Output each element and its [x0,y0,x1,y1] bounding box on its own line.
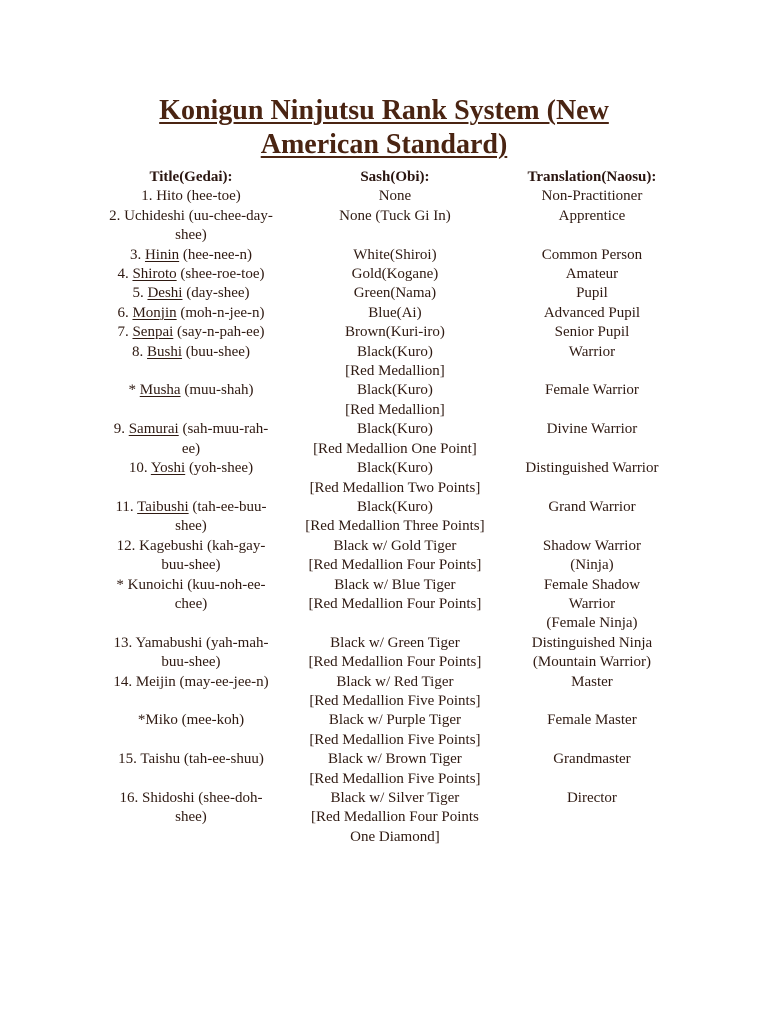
rank-title-line [94,187,288,206]
rank-title-cell [88,304,294,323]
rank-title-line [94,304,288,323]
translation-cell [496,323,688,342]
rank-title-cell [88,381,294,400]
translation-cell [496,265,688,284]
rank-title-line [94,673,288,692]
table-row [88,284,688,303]
sash-line: Black w/ Green Tiger [330,634,460,651]
table-row [88,246,688,265]
rank-title-text: 4. [117,266,133,283]
sash-cell [294,265,496,284]
sash-cell [294,537,496,576]
rank-title-text: *Miko (mee-koh) [137,712,245,729]
rank-title-line [94,537,288,556]
table-body [88,187,688,847]
sash-cell [294,207,496,226]
document-title [60,94,708,162]
translation-cell [496,789,688,808]
translation-cell [496,187,688,206]
rank-pronunciation: (sah-muu-rah- [178,421,269,438]
rank-title-text: buu-shee) [161,557,221,574]
rank-title-cell [88,420,294,459]
translation-line: Common Person [541,246,643,263]
title-line-2: American Standard) [260,129,508,160]
sash-cell [294,187,496,206]
sash-line: Black w/ Brown Tiger [328,751,462,768]
translation-cell [496,576,688,634]
sash-cell [294,304,496,323]
translation-cell [496,673,688,692]
rank-name-link[interactable]: Yoshi [150,460,186,477]
rank-title-text: shee) [175,227,207,244]
translation-line: Female Warrior [544,382,639,399]
translation-cell [496,711,688,730]
translation-line: (Ninja) [570,557,614,574]
rank-title-cell [88,246,294,265]
rank-title-line [94,440,288,459]
sash-line: One Diamond] [350,828,440,845]
rank-title-line [94,246,288,265]
sash-cell [294,673,496,712]
sash-line: Black w/ Silver Tiger [330,790,460,806]
sash-line: [Red Medallion Five Points] [309,770,481,787]
rank-title-line [94,265,288,284]
sash-line: [Red Medallion Five Points] [309,731,481,748]
rank-title-text: 12. Kagebushi (kah-gay- [116,537,266,554]
rank-title-line [94,576,288,595]
translation-line: (Female Ninja) [546,615,638,632]
rank-title-cell [88,576,294,615]
translation-cell [496,343,688,362]
rank-title-line [94,653,288,672]
translation-line: Senior Pupil [554,324,630,341]
rank-title-line [94,634,288,653]
rank-title-line [94,459,288,478]
rank-title-line [94,284,288,303]
rank-table [88,168,688,847]
table-row [88,673,688,712]
table-row [88,207,688,246]
table-row [88,634,688,673]
rank-title-text: 9. [113,421,129,438]
rank-title-text: 14. Meijin (may-ee-jee-n) [113,673,269,690]
rank-title-cell [88,750,294,769]
rank-name-link[interactable]: Samurai [128,421,179,438]
table-row [88,265,688,284]
header-translation: Translation(Naosu): [527,169,657,185]
translation-cell [496,284,688,303]
rank-title-text: chee) [174,595,208,612]
rank-title-text: 11. [115,498,138,515]
rank-pronunciation: (say-n-pah-ee) [173,324,265,341]
sash-cell [294,420,496,459]
sash-cell [294,789,496,847]
rank-title-line [94,556,288,575]
translation-line: Warrior [568,343,616,360]
translation-line: Pupil [576,285,608,302]
rank-pronunciation: (moh-n-jee-n) [176,304,265,321]
sash-line: Black(Kuro) [357,343,433,360]
rank-pronunciation: (buu-shee) [182,343,250,360]
sash-line: White(Shiroi) [353,246,437,263]
sash-line: [Red Medallion] [345,401,445,418]
translation-cell [496,420,688,439]
sash-line: [Red Medallion Four Points] [308,595,482,612]
translation-line: Distinguished Warrior [525,460,659,477]
sash-line: [Red Medallion Four Points] [308,557,482,574]
rank-title-text: 16. Shidoshi (shee-doh- [119,790,263,806]
translation-line: Grand Warrior [548,498,636,515]
rank-title-line [94,323,288,342]
translation-line: Master [571,673,613,690]
translation-cell [496,634,688,673]
translation-line: (Mountain Warrior) [532,654,651,671]
translation-line: Female Master [547,712,637,729]
rank-name-link[interactable]: Taibushi [137,498,189,515]
translation-line: Apprentice [558,207,626,224]
sash-line: Black(Kuro) [357,460,433,477]
rank-title-text: shee) [175,518,207,535]
sash-line: Gold(Kogane) [351,266,439,283]
table-row [88,498,688,537]
rank-title-cell [88,711,294,730]
sash-cell [294,343,496,382]
table-row [88,343,688,382]
rank-name-link[interactable]: Bushi [147,343,183,360]
rank-name-link[interactable]: Musha [139,382,181,399]
rank-title-line [94,207,288,226]
rank-title-cell [88,187,294,206]
sash-line: [Red Medallion] [345,363,445,380]
translation-cell [496,304,688,323]
rank-title-line [94,595,288,614]
sash-line: Brown(Kuri-iro) [344,324,445,341]
table-row [88,711,688,750]
translation-line: Advanced Pupil [543,304,641,321]
translation-cell [496,459,688,478]
rank-title-text: 15. Taishu (tah-ee-shuu) [118,751,264,768]
rank-title-text: 10. [128,460,151,477]
sash-cell [294,284,496,303]
rank-title-line [94,750,288,769]
sash-line: Black(Kuro) [357,498,433,515]
table-header-row [88,168,688,187]
rank-title-text: buu-shee) [161,654,221,671]
translation-line: Grandmaster [553,751,631,768]
rank-title-text: 1. Hito (hee-toe) [141,188,241,205]
rank-title-text: shee) [175,809,207,826]
rank-title-text: 6. [117,304,133,321]
sash-line: None (Tuck Gi In) [339,207,451,224]
sash-cell [294,711,496,750]
rank-pronunciation: (tah-ee-buu- [188,498,267,515]
table-row [88,304,688,323]
translation-line: Divine Warrior [546,421,638,438]
table-row [88,750,688,789]
rank-name-link[interactable]: Shiroto [132,266,177,283]
header-sash: Sash(Obi): [360,169,430,185]
rank-title-line [94,711,288,730]
sash-cell [294,246,496,265]
sash-line: Black w/ Gold Tiger [333,537,457,554]
rank-title-line [94,343,288,362]
sash-cell [294,634,496,673]
rank-title-text: 3. [129,246,145,263]
sash-line: Black(Kuro) [357,421,433,438]
rank-title-text: 13. Yamabushi (yah-mah- [113,634,269,651]
sash-cell [294,498,496,537]
sash-line: [Red Medallion Two Points] [309,479,481,496]
rank-title-text: ee) [181,440,201,457]
table-row [88,576,688,634]
rank-title-cell [88,265,294,284]
rank-title-line [94,808,288,827]
sash-line: Green(Nama) [353,285,437,302]
rank-title-line [94,226,288,245]
sash-line: [Red Medallion Four Points] [308,654,482,671]
rank-title-line [94,420,288,439]
sash-line: Black w/ Blue Tiger [334,576,456,593]
table-row [88,420,688,459]
rank-title-cell [88,207,294,246]
rank-title-text: * [128,382,140,399]
translation-cell [496,750,688,769]
rank-title-cell [88,323,294,342]
sash-line: [Red Medallion One Point] [313,440,477,457]
translation-cell [496,498,688,517]
rank-title-cell [88,789,294,828]
translation-line: Female Shadow [543,576,641,593]
translation-line: Amateur [565,266,619,283]
rank-title-text: 2. Uchideshi (uu-chee-day- [109,207,273,224]
rank-pronunciation: (yoh-shee) [185,460,254,477]
table-row [88,381,688,420]
sash-cell [294,750,496,789]
translation-line: Non-Practitioner [541,188,643,205]
rank-title-line [94,789,288,808]
translation-line: Shadow Warrior [542,537,641,554]
sash-line: Blue(Ai) [368,304,422,321]
rank-title-text: 7. [117,324,133,341]
rank-name-link[interactable]: Hinin [144,246,180,263]
sash-line: Black w/ Red Tiger [336,673,454,690]
rank-title-cell [88,498,294,537]
rank-title-cell [88,673,294,692]
rank-name-link[interactable]: Deshi [147,285,183,302]
sash-line: [Red Medallion Five Points] [309,692,481,709]
rank-pronunciation: (day-shee) [182,285,250,302]
sash-cell [294,576,496,615]
translation-cell [496,537,688,576]
rank-title-line [94,517,288,536]
rank-title-text: 5. [132,285,148,302]
sash-line: [Red Medallion Four Points [310,809,479,826]
table-row [88,459,688,498]
sash-cell [294,459,496,498]
translation-cell [496,381,688,400]
sash-cell [294,381,496,420]
rank-title-text: * Kunoichi (kuu-noh-ee- [116,576,266,593]
sash-line: None [378,188,412,205]
translation-line: Distinguished Ninja [531,634,653,651]
rank-title-cell [88,634,294,673]
rank-title-cell [88,537,294,576]
sash-cell [294,323,496,342]
header-title: Title(Gedai): [149,169,233,185]
rank-title-cell [88,343,294,362]
rank-title-line [94,381,288,400]
translation-cell [496,246,688,265]
title-line-1: Konigun Ninjutsu Rank System (New [159,95,609,126]
sash-line: Black w/ Purple Tiger [328,712,461,729]
table-row [88,323,688,342]
rank-pronunciation: (shee-roe-toe) [176,266,265,283]
rank-title-cell [88,459,294,478]
rank-title-line [94,498,288,517]
sash-line: [Red Medallion Three Points] [305,518,485,535]
translation-line: Director [566,790,617,806]
rank-pronunciation: (muu-shah) [180,382,254,399]
rank-name-link[interactable]: Senpai [132,324,174,341]
sash-line: Black(Kuro) [357,382,433,399]
rank-pronunciation: (hee-nee-n) [179,246,253,263]
table-row [88,537,688,576]
rank-title-cell [88,284,294,303]
rank-name-link[interactable]: Monjin [132,304,177,321]
rank-title-text: 8. [132,343,148,360]
translation-line: Warrior [568,595,616,612]
table-row [88,187,688,206]
table-row [88,789,688,847]
translation-cell [496,207,688,226]
